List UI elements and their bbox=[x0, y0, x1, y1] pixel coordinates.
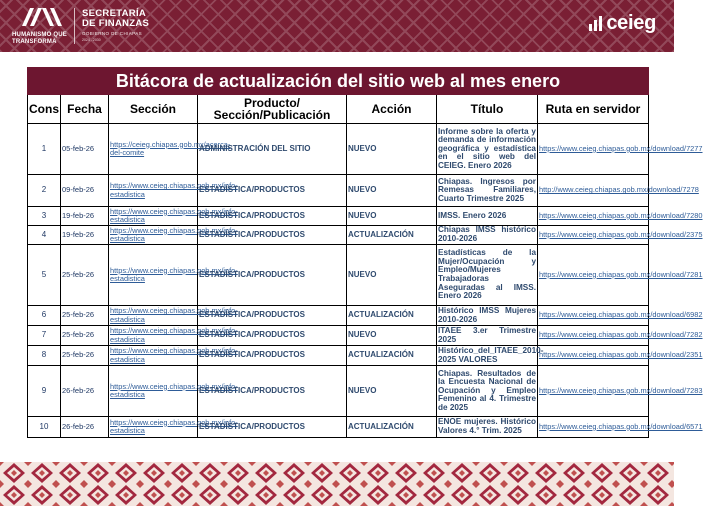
tagline-line2: TRANSFORMA bbox=[12, 39, 57, 45]
cell-fecha: 19-feb-26 bbox=[61, 207, 109, 226]
col-header-seccion: Sección bbox=[109, 95, 198, 124]
cell-seccion-link[interactable]: https://www.ceieg.chiapas.gob.mx/info-estadistica bbox=[110, 346, 238, 364]
cell-seccion-link[interactable]: https://www.ceieg.chiapas.gob.mx/info-estadistica bbox=[109, 366, 198, 417]
col-header-titulo: Título bbox=[437, 95, 538, 124]
cell-producto: ESTADÍSTICA/PRODUCTOS bbox=[198, 207, 347, 226]
col-header-producto bbox=[198, 95, 347, 124]
cell-ruta-link[interactable]: https://www.ceieg.chiapas.gob.mx/download/7282 bbox=[538, 326, 649, 346]
cell-ruta-link[interactable]: https://www.ceieg.chiapas.gob.mx/download/2351 bbox=[538, 346, 649, 366]
cell-accion: NUEVO bbox=[347, 326, 437, 346]
cell-titulo: ENOE mujeres. Histórico Valores 4.° Trim. 2025 bbox=[437, 417, 538, 438]
ceieg-wordmark: ceieg bbox=[606, 12, 656, 34]
table-row bbox=[28, 306, 649, 326]
cell-ruta-link[interactable]: https://www.ceieg.chiapas.gob.mx/download/2375 bbox=[538, 226, 649, 245]
cell-ruta-link[interactable]: https://www.ceieg.chiapas.gob.mx/download/7283 bbox=[538, 366, 649, 417]
secretaria-line2: DE FINANZAS bbox=[82, 18, 150, 29]
cell-accion: ACTUALIZACIÓN bbox=[347, 306, 437, 326]
cell-ruta-link[interactable]: https://www.ceieg.chiapas.gob.mx/download/7277 bbox=[538, 124, 649, 175]
cell-cons: 10 bbox=[28, 417, 61, 438]
table-row bbox=[28, 175, 649, 207]
cell-seccion-link[interactable]: https://www.ceieg.chiapas.gob.mx/info-estadistica bbox=[110, 306, 238, 324]
cell-fecha: 19-feb-26 bbox=[61, 226, 109, 245]
humanismo-emblem-icon bbox=[20, 4, 64, 30]
cell-fecha: 05-feb-26 bbox=[61, 124, 109, 175]
cell-seccion-link[interactable]: https://www.ceieg.chiapas.gob.mx/info-estadistica bbox=[109, 417, 198, 438]
cell-titulo: Chiapas. Resultados de la Encuesta Nacional de Ocupación y Empleo Femenino al 4. Trimestre de 2025 bbox=[437, 366, 538, 417]
cell-cons: 5 bbox=[28, 245, 61, 306]
cell-accion: ACTUALIZACIÓN bbox=[347, 346, 437, 366]
cell-titulo: Chiapas. Ingresos por Remesas Familiares, Cuarto Trimestre 2025 bbox=[437, 175, 538, 207]
cell-titulo: Histórico IMSS Mujeres 2010-2026 bbox=[438, 305, 536, 324]
bitacora-table bbox=[27, 67, 703, 438]
cell-ruta-link[interactable]: https://www.ceieg.chiapas.gob.mx/download/6571 bbox=[538, 417, 649, 438]
header-band bbox=[0, 0, 674, 52]
cell-fecha: 25-feb-26 bbox=[61, 326, 109, 346]
cell-cons: 8 bbox=[28, 346, 61, 366]
humanismo-logo bbox=[12, 4, 74, 46]
col-header-accion: Acción bbox=[347, 95, 437, 124]
cell-titulo: Histórico_del_ITAEE_2010-2025 VALORES bbox=[438, 345, 544, 364]
col-header-fecha: Fecha bbox=[61, 95, 109, 124]
cell-titulo: Estadísticas de la Mujer/Ocupación y Empleo/Mujeres Trabajadoras Aseguradas al IMSS. Enero 2026 bbox=[437, 245, 538, 306]
header-separator bbox=[74, 8, 75, 44]
cell-fecha: 26-feb-26 bbox=[61, 417, 109, 438]
cell-cons: 9 bbox=[28, 366, 61, 417]
cell-ruta-link[interactable]: https://www.ceieg.chiapas.gob.mx/download/7281 bbox=[538, 245, 649, 306]
cell-producto: ESTADÍSTICA/PRODUCTOS bbox=[198, 417, 347, 438]
cell-cons: 7 bbox=[28, 326, 61, 346]
producto-header-line1: Producto/ bbox=[244, 96, 300, 110]
cell-cons: 2 bbox=[28, 175, 61, 207]
cell-producto: ESTADÍSTICA/PRODUCTOS bbox=[198, 346, 347, 366]
table-title: Bitácora de actualización del sitio web al mes enero bbox=[28, 68, 649, 95]
ceieg-bars-icon bbox=[589, 15, 602, 31]
cell-cons: 3 bbox=[28, 207, 61, 226]
cell-producto: ESTADÍSTICA/PRODUCTOS bbox=[198, 175, 347, 207]
table-row bbox=[28, 226, 649, 245]
col-header-cons: Cons bbox=[28, 95, 61, 124]
cell-cons: 6 bbox=[28, 306, 61, 326]
cell-ruta-link[interactable]: http://www.ceieg.chiapas.gob.mx/download/7278 bbox=[538, 175, 649, 207]
table-row bbox=[28, 124, 649, 175]
cell-producto: ESTADÍSTICA/PRODUCTOS bbox=[198, 245, 347, 306]
cell-accion: ACTUALIZACIÓN bbox=[347, 417, 437, 438]
cell-cons: 1 bbox=[28, 124, 61, 175]
cell-producto: ESTADÍSTICA/PRODUCTOS bbox=[198, 366, 347, 417]
cell-seccion-link[interactable]: https://ceieg.chiapas.gob.mx/acerca-del-comite bbox=[109, 124, 198, 175]
textile-pattern-icon bbox=[0, 462, 674, 506]
cell-accion: NUEVO bbox=[347, 366, 437, 417]
gobierno-label: GOBIERNO DE CHIAPAS bbox=[82, 31, 143, 36]
cell-producto: ADMINISTRACIÓN DEL SITIO bbox=[198, 124, 347, 175]
table-row bbox=[28, 366, 649, 417]
cell-fecha: 09-feb-26 bbox=[61, 175, 109, 207]
cell-accion: ACTUALIZACIÓN bbox=[347, 226, 437, 245]
cell-accion: NUEVO bbox=[347, 207, 437, 226]
cell-seccion-link[interactable]: https://www.ceieg.chiapas.gob.mx/info-estadistica bbox=[110, 206, 238, 224]
tagline-line1: HUMANISMO QUE bbox=[12, 32, 67, 38]
gobierno-sub: 2024 - 2030 bbox=[82, 38, 101, 42]
col-header-ruta: Ruta en servidor bbox=[538, 95, 649, 124]
cell-accion: NUEVO bbox=[347, 124, 437, 175]
cell-producto: ESTADÍSTICA/PRODUCTOS bbox=[198, 226, 347, 245]
table-row bbox=[28, 245, 649, 306]
cell-fecha: 26-feb-26 bbox=[61, 366, 109, 417]
secretaria-line1: SECRETARÍA bbox=[82, 8, 147, 19]
cell-seccion-link[interactable]: https://www.ceieg.chiapas.gob.mx/info-estadistica bbox=[109, 175, 198, 207]
cell-fecha: 25-feb-26 bbox=[61, 346, 109, 366]
cell-ruta-link[interactable]: https://www.ceieg.chiapas.gob.mx/download/7280 bbox=[538, 207, 649, 226]
ceieg-logo bbox=[589, 13, 656, 33]
cell-ruta-link[interactable]: https://www.ceieg.chiapas.gob.mx/download/6982 bbox=[538, 306, 649, 326]
table-row bbox=[28, 346, 649, 366]
table-row bbox=[28, 326, 649, 346]
table-row bbox=[28, 207, 649, 226]
secretaria-logo bbox=[82, 9, 149, 42]
producto-header-line2: Sección/Publicación bbox=[213, 108, 331, 122]
cell-seccion-link[interactable]: https://www.ceieg.chiapas.gob.mx/info-estadistica bbox=[110, 326, 238, 344]
table-header-row bbox=[28, 95, 649, 124]
cell-accion: NUEVO bbox=[347, 245, 437, 306]
cell-titulo: Informe sobre la oferta y demanda de información geográfica y estadística en el sitio web del CEIEG. Enero 2026 bbox=[437, 124, 538, 175]
table-title-row bbox=[28, 68, 649, 95]
cell-titulo: Chiapas IMSS histórico 2010-2026 bbox=[438, 225, 536, 243]
cell-fecha: 25-feb-26 bbox=[61, 306, 109, 326]
table-row bbox=[28, 417, 649, 438]
cell-fecha: 25-feb-26 bbox=[61, 245, 109, 306]
cell-seccion-link[interactable]: https://www.ceieg.chiapas.gob.mx/info-estadistica bbox=[110, 225, 238, 243]
cell-accion: NUEVO bbox=[347, 175, 437, 207]
cell-titulo: ITAEE 3.er Trimestre 2025 bbox=[438, 325, 536, 344]
org-tagline bbox=[12, 32, 67, 46]
cell-titulo: IMSS. Enero 2026 bbox=[437, 207, 538, 226]
cell-seccion-link[interactable]: https://www.ceieg.chiapas.gob.mx/info-estadistica bbox=[109, 245, 198, 306]
cell-producto: ESTADÍSTICA/PRODUCTOS bbox=[198, 326, 347, 346]
footer-pattern-band bbox=[0, 462, 674, 506]
cell-cons: 4 bbox=[28, 226, 61, 245]
cell-producto: ESTADÍSTICA/PRODUCTOS bbox=[198, 306, 347, 326]
